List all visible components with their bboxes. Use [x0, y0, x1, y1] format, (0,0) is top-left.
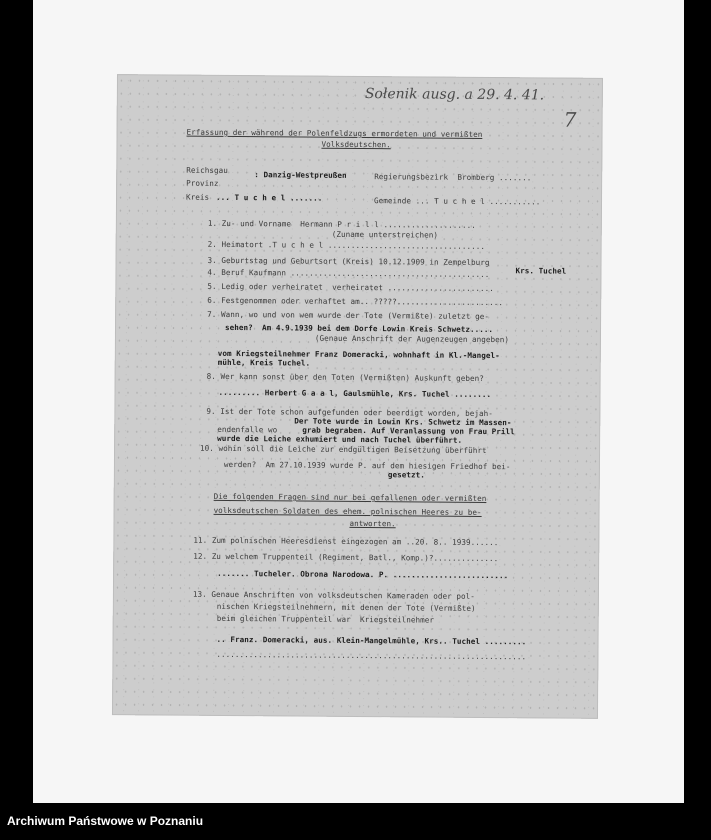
q9-answer-3: wurde die Leiche exhumiert und nach Tuchel überführt.	[217, 433, 463, 445]
form-title-line2: Volksdeutschen.	[321, 139, 391, 150]
reichsgau-label: Reichsgau	[186, 165, 228, 175]
q7-answer-3: mühle, Kreis Tuchel.	[217, 357, 311, 368]
q7-answer-2: vom Kriegsteilnehmer Franz Domeracki, wohnhaft in Kl.-Mangel-	[217, 348, 500, 361]
q13-dots: ...................................................................	[216, 649, 527, 662]
archive-footer: Archiwum Państwowe w Poznaniu	[7, 814, 204, 828]
q12-answer: ....... Tucheler. Obrona Narodowa. P. .........................	[217, 568, 509, 581]
form-title: Erfassung der während der Polenfeldzugs ermordeten und vermißten	[186, 127, 483, 139]
q10-answer: werden? Am 27.10.1939 wurde P. auf dem hiesigen Friedhof bei-	[223, 459, 511, 472]
reichsgau-value: : Danzig-Westpreußen	[254, 170, 347, 180]
q12-question: 12. Zu welchem Truppenteil (Regiment, Batl., Komp.)?..............	[193, 551, 499, 564]
q13-question-3: beim gleichen Truppenteil war Kriegsteilnehmer	[216, 613, 434, 625]
q9-question: 9. Ist der Tote schon aufgefunden oder beerdigt worden, bejah-	[206, 406, 493, 419]
kreis-label: Kreis	[186, 192, 210, 202]
handwritten-annotation: Sołenik ausg. a 29. 4. 41.	[364, 86, 545, 104]
soldier-note: Die folgenden Fragen sind nur bei gefallenen oder vermißten	[213, 491, 487, 504]
q13-answer: .. Franz. Domeracki, aus. Klein-Mangelmühle, Krs.. Tuchel .........	[216, 634, 527, 647]
q10-question: 10. wohin soll die Leiche zur endgültigen Beisetzung überführt	[200, 443, 487, 456]
soldier-note-3: antworten.	[349, 518, 396, 529]
document-sheet	[112, 74, 603, 719]
q7-answer: sehen? Am 4.9.1939 bei dem Dorfe Lowin Kreis Schwetz.....	[224, 322, 494, 335]
q11-eingezogen: 11. Zum polnischen Heeresdienst eingezogen am ..20. 8.. 1939......	[193, 535, 499, 548]
q9-answer-1: Der Tote wurde in Lowin Krs. Schwetz im Massen-	[294, 416, 512, 428]
q7-note: (Genaue Anschrift der Augenzeugen angeben)	[314, 333, 510, 345]
provinz-label: Provinz	[186, 178, 219, 188]
q3-geburt: 3. Geburtstag und Geburtsort (Kreis) 10.12.1909 in Zempelburg	[207, 255, 490, 268]
q2-heimatort: 2. Heimatort .T u c h e l ..................................	[207, 239, 486, 251]
q8-answer: ......... Herbert G a a l, Gaulsmühle, Krs. Tuchel ........	[218, 387, 492, 400]
q7-question: 7. Wann, wo und von wem wurde der Tote (Vermißte) zuletzt ge-	[207, 309, 490, 322]
regierungsbezirk: Regierungsbezirk Bromberg .......	[374, 172, 532, 183]
q1-name: 1. Zu- und Vorname Hermann P r i l l ....................	[207, 218, 476, 230]
handwritten-page-number: 7	[563, 107, 577, 132]
q3-extra: Krs. Tuchel	[515, 266, 567, 276]
q13-question-2: nischen Kriegsteilnehmern, mit denen der Tote (Vermißte)	[216, 601, 476, 613]
q8-question: 8. Wer kann sonst über den Toten (Vermißten) Auskunft geben?	[206, 371, 484, 383]
q6-festgenommen: 6. Festgenommen oder verhaftet am.. ?????.......................	[207, 295, 504, 308]
q13-question: 13. Genaue Anschriften von volksdeutschen Kameraden oder pol-	[192, 589, 475, 601]
q10-answer-2: gesetzt.	[387, 470, 425, 480]
q5-stand: 5. Ledig oder verheiratet verheiratet .......................	[207, 281, 494, 294]
q9-question-2: endenfalle wo	[217, 424, 278, 435]
q9-answer-2: grab begraben. Auf Veranlassung von Frau Prill	[302, 425, 515, 437]
gemeinde: Gemeinde ... T u c h e l ...........	[373, 196, 541, 207]
soldier-note-2: volksdeutschen Soldaten des ehem. polnischen Heeres zu be-	[213, 505, 482, 517]
kreis-value: ... T u c h e l .......	[216, 192, 323, 203]
q4-beruf: 4. Beruf Kaufmann ...........................................	[207, 267, 490, 280]
q1-note: (Zuname unterstreichen)	[331, 229, 439, 240]
